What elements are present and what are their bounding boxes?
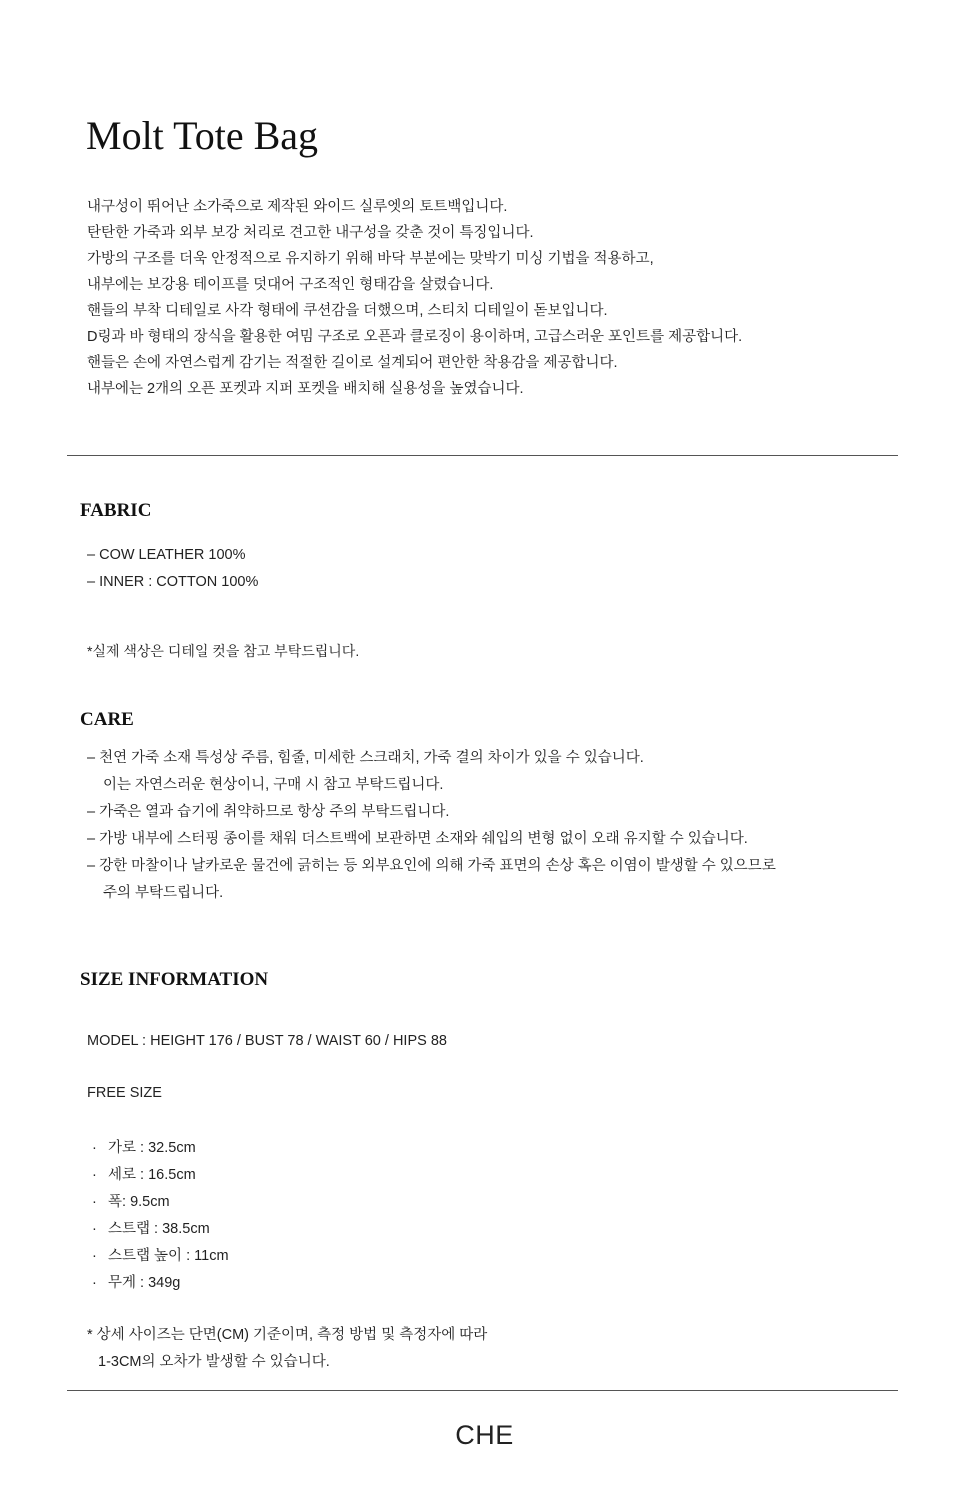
size-item-text: 스트랩 : 38.5cm	[108, 1221, 210, 1237]
care-item: – 천연 가죽 소재 특성상 주름, 힘줄, 미세한 스크래치, 가죽 결의 차이가 있을 수 있습니다.	[87, 750, 644, 766]
description-line: 내부에는 보강용 테이프를 덧대어 구조적인 형태감을 살렸습니다.	[87, 277, 494, 293]
care-item-continued: 주의 부탁드립니다.	[103, 885, 224, 901]
description-line: 핸들의 부착 디테일로 사각 형태에 쿠션감을 더했으며, 스티치 디테일이 돋보입니다.	[87, 303, 608, 319]
fabric-heading: FABRIC	[80, 500, 152, 521]
size-list	[92, 1135, 229, 1297]
description-line: 핸들은 손에 자연스럽게 감기는 적절한 길이로 설계되어 편안한 착용감을 제공합니다.	[87, 355, 618, 371]
size-item-text: 세로 : 16.5cm	[108, 1167, 196, 1183]
care-list	[87, 745, 776, 907]
fabric-list	[87, 542, 258, 596]
care-heading: CARE	[80, 709, 134, 730]
size-item	[92, 1162, 229, 1189]
description-line: 내부에는 2개의 오픈 포켓과 지퍼 포켓을 배치해 실용성을 높였습니다.	[87, 381, 524, 397]
fabric-item: – COW LEATHER 100%	[87, 547, 246, 563]
model-info: MODEL : HEIGHT 176 / BUST 78 / WAIST 60 / HIPS 88	[87, 1033, 447, 1049]
size-item	[92, 1243, 229, 1270]
care-item: – 가죽은 열과 습기에 취약하므로 항상 주의 부탁드립니다.	[87, 804, 450, 820]
care-item: – 강한 마찰이나 날카로운 물건에 긁히는 등 외부요인에 의해 가죽 표면의 손상 혹은 이염이 발생할 수 있으므로	[87, 858, 776, 874]
bullet-dot: ·	[92, 1140, 97, 1156]
footnote-line: * 상세 사이즈는 단면(CM) 기준이며, 측정 방법 및 측정자에 따라	[87, 1327, 488, 1343]
size-item	[92, 1189, 229, 1216]
bullet-dot: ·	[92, 1248, 97, 1264]
bullet-dot: ·	[92, 1275, 97, 1291]
footnote-line: 1-3CM의 오차가 발생할 수 있습니다.	[98, 1354, 330, 1370]
size-item	[92, 1270, 229, 1297]
fabric-item: – INNER : COTTON 100%	[87, 574, 259, 590]
footer-divider	[67, 1390, 898, 1391]
description-line: 탄탄한 가죽과 외부 보강 처리로 견고한 내구성을 갖춘 것이 특징입니다.	[87, 225, 534, 241]
size-item-text: 폭: 9.5cm	[108, 1194, 170, 1210]
description-line: 내구성이 뛰어난 소가죽으로 제작된 와이드 실루엣의 토트백입니다.	[87, 199, 508, 215]
bullet-dot: ·	[92, 1167, 97, 1183]
size-item	[92, 1135, 229, 1162]
size-item-text: 무게 : 349g	[108, 1275, 181, 1291]
bullet-dot: ·	[92, 1221, 97, 1237]
description-line: 가방의 구조를 더욱 안정적으로 유지하기 위해 바닥 부분에는 맞박기 미싱 기법을 적용하고,	[87, 251, 654, 267]
size-item	[92, 1216, 229, 1243]
description-line: D링과 바 형태의 장식을 활용한 여밈 구조로 오픈과 클로징이 용이하며, 고급스러운 포인트를 제공합니다.	[87, 329, 743, 345]
product-description	[87, 194, 742, 402]
size-item-text: 스트랩 높이 : 11cm	[108, 1248, 229, 1264]
product-title: Molt Tote Bag	[86, 113, 319, 158]
free-size-label: FREE SIZE	[87, 1085, 162, 1101]
care-item-continued: 이는 자연스러운 현상이니, 구매 시 참고 부탁드립니다.	[103, 777, 444, 793]
brand-logo-text: CHE	[455, 1420, 514, 1450]
bullet-dot: ·	[92, 1194, 97, 1210]
color-note: *실제 색상은 디테일 컷을 참고 부탁드립니다.	[87, 643, 360, 659]
size-heading: SIZE INFORMATION	[80, 969, 269, 990]
section-divider	[67, 455, 898, 456]
care-item: – 가방 내부에 스터핑 종이를 채워 더스트백에 보관하면 소재와 쉐입의 변형 없이 오래 유지할 수 있습니다.	[87, 831, 748, 847]
size-item-text: 가로 : 32.5cm	[108, 1140, 196, 1156]
size-footnote	[87, 1322, 487, 1376]
